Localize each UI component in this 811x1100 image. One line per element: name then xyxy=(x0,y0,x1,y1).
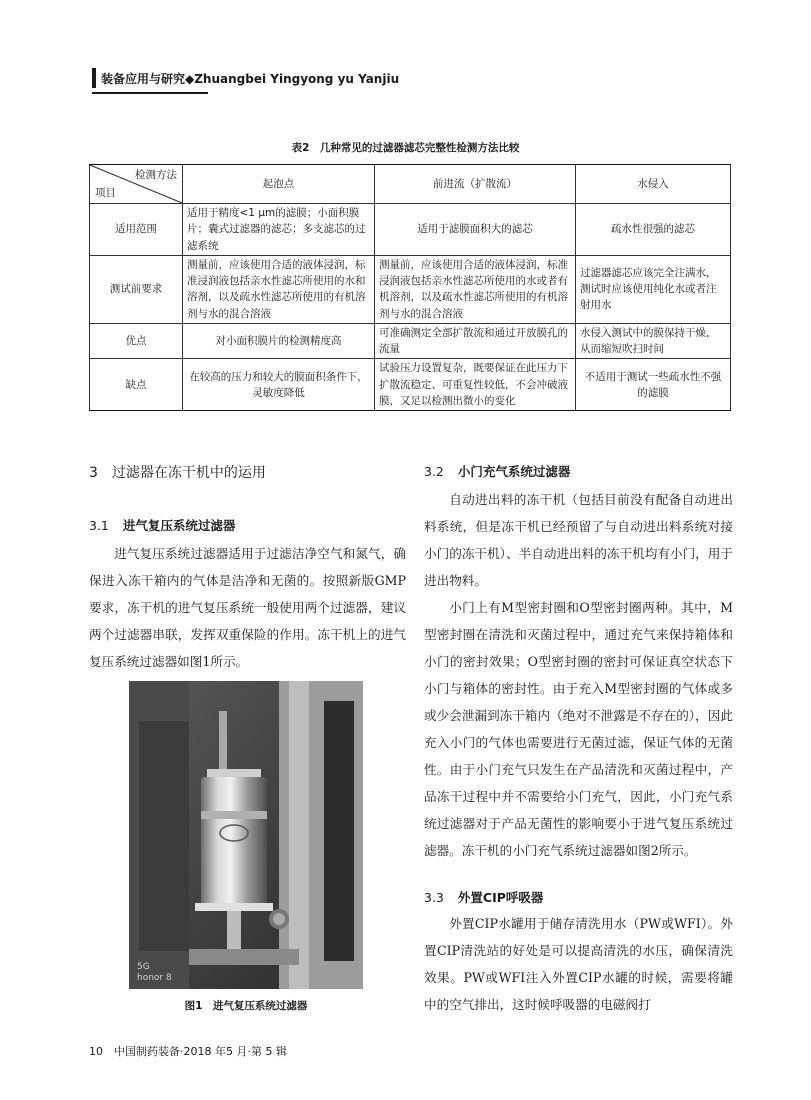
row-label: 适用范围 xyxy=(90,204,183,256)
section-title: 进气复压系统过滤器 xyxy=(122,518,236,533)
section-title: 小门充气系统过滤器 xyxy=(457,464,571,479)
section-3-1-heading xyxy=(89,516,235,534)
table-cell: 可准确测定全部扩散流和通过开放膜孔的流量 xyxy=(375,323,576,359)
table-cell: 适用于精度<1 μm的滤膜；小面积膜片；囊式过滤器的滤芯；多支滤芯的过滤系统 xyxy=(183,204,375,256)
table-cell: 过滤器滤芯应该完全注满水，测试时应该使用纯化水或者注射用水 xyxy=(576,255,731,323)
page-footer: 10 中国制药装备·2018 年5 月·第 5 辑 xyxy=(89,1045,287,1058)
table-cell: 疏水性很强的滤芯 xyxy=(576,204,731,256)
section-number: 3.2 xyxy=(424,464,444,479)
table-row xyxy=(90,204,731,256)
section-3-2-heading xyxy=(424,462,570,480)
table-row xyxy=(90,255,731,323)
section-number: 3.3 xyxy=(424,890,444,905)
table-cell: 测量前，应该使用合适的液体浸润，标准浸润液包括亲水性滤芯所使用的水或者有机溶剂，以及疏水性滤芯所使用的有机溶剂与水的混合溶液 xyxy=(375,255,576,323)
section-3-2-paragraph-2: 小门上有M型密封圈和O型密封圈两种。其中，M型密封圈在清洗和灭菌过程中，通过充气来保持箱体和小门的密封效果；O型密封圈的密封可保证真空状态下小门与箱体的密封性。由于充入M型密封圈的气体或多或少会泄漏到冻干箱内（绝对不泄露是不存在的），因此充入小门的气体也需要进行无菌过滤，保证气体的无菌性。由于小门充气只发生在产品清洗和灭菌过程中，产品冻干过程中并不需要给小门充气，因此，小门充气系统过滤器对于产品无菌性的影响要小于进气复压系统过滤器。冻干机的小门充气系统过滤器如图2所示。 xyxy=(424,600,733,858)
table-cell: 适用于滤膜面积大的滤芯 xyxy=(375,204,576,256)
table-corner-cell xyxy=(90,165,183,204)
header-rule xyxy=(92,92,208,94)
corner-top-label: 检测方法 xyxy=(135,169,177,181)
table-cell: 水侵入测试中的膜保持干燥，从而缩短吹扫时间 xyxy=(576,323,731,359)
section-number: 3.1 xyxy=(89,518,109,533)
column-header: 起泡点 xyxy=(183,165,375,204)
header-bar xyxy=(92,68,96,88)
column-header: 前进流（扩散流） xyxy=(375,165,576,204)
figure-caption: 图1 进气复压系统过滤器 xyxy=(184,1000,308,1012)
table-caption: 表2 几种常见的过滤器滤芯完整性检测方法比较 xyxy=(291,142,520,154)
table-cell: 测量前，应该使用合适的液体浸润，标准浸润液包括亲水性滤芯所使用的水和溶剂，以及疏水性滤芯所使用的有机溶剂与水的混合溶液 xyxy=(183,255,375,323)
row-label: 测试前要求 xyxy=(90,255,183,323)
table-cell: 在较高的压力和较大的膜面积条件下，灵敏度降低 xyxy=(183,359,375,411)
section-3-heading: 3 过滤器在冻干机中的运用 xyxy=(89,465,266,481)
table-row xyxy=(90,323,731,359)
running-header: 装备应用与研究◆Zhuangbei Yingyong yu Yanjiu xyxy=(101,72,400,86)
section-title: 外置CIP呼吸器 xyxy=(457,890,544,905)
section-3-3-heading xyxy=(424,888,543,906)
row-label: 优点 xyxy=(90,323,183,359)
table-header-row xyxy=(90,165,731,204)
table-cell: 对小面积膜片的检测精度高 xyxy=(183,323,375,359)
table-cell: 试验压力设置复杂，既要保证在此压力下扩散流稳定、可重复性较低，不会冲破液膜，又足以检测出微小的变化 xyxy=(375,359,576,411)
section-3-3-paragraph: 外置CIP水罐用于储存清洗用水（PW或WFI）。外置CIP清洗站的好处是可以提高清洗的水压，确保清洗效果。PW或WFI注入外置CIP水罐的时候，需要将罐中的空气排出，这时候呼吸器的电磁阀打 xyxy=(424,916,733,1012)
table-row xyxy=(90,359,731,411)
table-cell: 不适用于测试一些疏水性不强的滤膜 xyxy=(576,359,731,411)
photo-watermark: honor 8 xyxy=(137,973,172,983)
photo-watermark: 5G xyxy=(137,962,150,972)
filter-photo-image xyxy=(129,681,363,989)
corner-bottom-label: 项目 xyxy=(95,186,116,199)
row-label: 缺点 xyxy=(90,359,183,411)
filter-photo xyxy=(129,681,363,989)
section-3-1-paragraph: 进气复压系统过滤器适用于过滤洁净空气和氮气，确保进入冻干箱内的气体是洁净和无菌的。按照新版GMP要求，冻干机的进气复压系统一般使用两个过滤器，建议两个过滤器串联，发挥双重保险的作用。冻干机上的进气复压系统过滤器如图1所示。 xyxy=(89,546,406,669)
column-header: 水侵入 xyxy=(576,165,731,204)
comparison-table xyxy=(89,164,731,411)
section-3-2-paragraph-1: 自动进出料的冻干机（包括目前没有配备自动进出料系统，但是冻干机已经预留了与自动进出料系统对接小门的冻干机）、半自动进出料的冻干机均有小门，用于进出物料。 xyxy=(424,492,733,588)
